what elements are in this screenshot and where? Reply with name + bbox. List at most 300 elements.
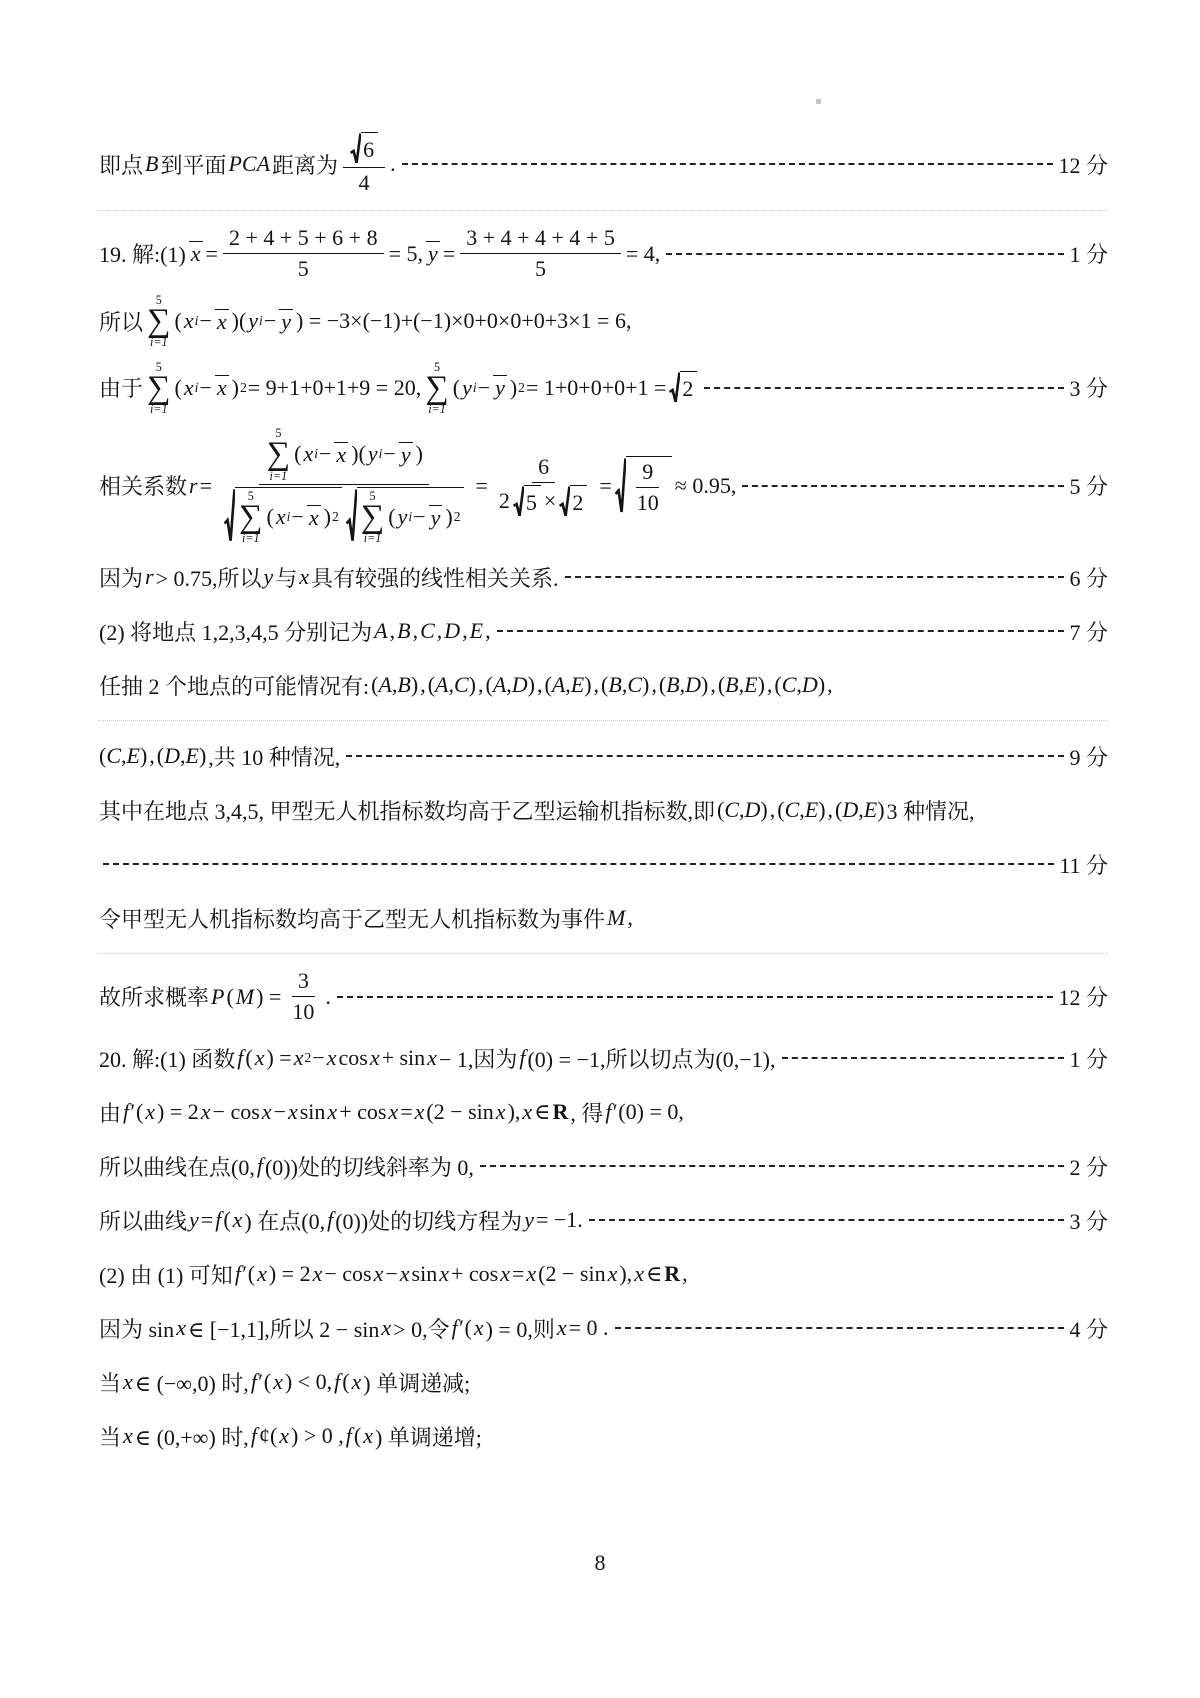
math-variable: x <box>176 1315 186 1341</box>
mean-overbar: y <box>430 504 441 530</box>
solution-line <box>98 897 1108 939</box>
mean-overbar: x <box>308 504 319 530</box>
text-run: = <box>199 472 212 498</box>
text-run: − <box>413 503 426 529</box>
math-variable: y <box>462 374 472 400</box>
solution-line <box>98 1091 1108 1133</box>
text-run: 故所求概率 <box>99 985 210 1011</box>
text-run: = <box>511 1261 525 1287</box>
text-run: ) = <box>266 1045 292 1071</box>
math-variable: f <box>250 1423 257 1449</box>
math-variable: x <box>312 1261 323 1287</box>
mean-overbar: x <box>336 441 347 467</box>
text-run: 所以曲线在点(0, <box>99 1154 255 1180</box>
summation-lower-limit: i=1 <box>428 402 446 416</box>
math-variable: y <box>524 1207 534 1233</box>
text-run: 具有较强的线性相关关系. <box>311 565 559 591</box>
math-variable: x <box>427 1045 437 1071</box>
math-variable: f′ <box>605 1099 617 1125</box>
text-run: + sin <box>381 1045 426 1071</box>
text-run: , <box>389 618 396 644</box>
text-run: − <box>199 374 212 400</box>
radical-sign <box>224 487 235 545</box>
summation-lower-limit: i=1 <box>149 335 168 350</box>
radical-sign <box>346 487 357 545</box>
text-run: ), <box>507 1099 521 1125</box>
dash-leader <box>589 1219 1065 1221</box>
text-run: + cos <box>450 1261 499 1287</box>
text-run: ( <box>174 374 182 400</box>
pair-tuple: (A,B) <box>371 672 419 698</box>
math-variable: x <box>327 1099 338 1125</box>
math-variable: M <box>607 905 626 931</box>
math-variable: x <box>261 1099 272 1125</box>
text-run: , <box>651 672 657 698</box>
text-run: ( <box>247 1261 256 1287</box>
text-run: = 0 . <box>568 1315 609 1341</box>
fraction <box>286 968 320 1025</box>
pair-tuple: (B,E) <box>717 672 765 698</box>
subscript: i <box>286 508 291 524</box>
text-run: 所以 <box>99 309 144 335</box>
radicand <box>680 371 697 404</box>
text-run: − 1,因为 <box>438 1046 518 1072</box>
text-run: = 4, <box>625 240 661 266</box>
math-variable: D <box>444 618 461 644</box>
text-run: = <box>400 1099 413 1125</box>
text-run: ) 单调递减; <box>363 1370 471 1396</box>
text-run: 5 <box>535 256 547 281</box>
text-run: , <box>710 672 716 698</box>
square-root <box>669 371 697 404</box>
square-root <box>224 487 342 545</box>
fraction <box>460 225 621 282</box>
math-variable: x <box>183 308 194 334</box>
pair-tuple: (C,D) <box>717 797 768 823</box>
denominator <box>217 485 471 545</box>
math-variable: f <box>334 1369 341 1395</box>
subscript: i <box>194 379 199 395</box>
summation <box>267 427 291 482</box>
summation <box>147 294 171 349</box>
math-variable: f <box>519 1045 526 1071</box>
text-run: + cos <box>339 1099 387 1125</box>
text-run: ) = 2 <box>157 1099 199 1125</box>
math-variable: f′ <box>250 1369 262 1395</box>
math-variable: x <box>351 1369 362 1395</box>
text-run: , <box>627 905 633 931</box>
solution-line <box>98 1145 1108 1187</box>
pair-tuple: (C,D) <box>774 672 826 698</box>
solution-line <box>98 132 1108 196</box>
math-variable: x <box>381 1315 392 1341</box>
math-variable: x <box>232 1207 243 1233</box>
text-run: = <box>200 1207 214 1233</box>
text-run: 5 <box>525 489 537 515</box>
text-run: ( <box>353 1423 362 1449</box>
text-run: ( <box>135 1099 144 1125</box>
radical-sign <box>350 132 361 165</box>
summation-lower-limit: i=1 <box>363 531 382 546</box>
math-variable: B <box>397 618 411 644</box>
text-run: 到平面 <box>160 152 227 178</box>
text-run: 因为 <box>99 565 144 591</box>
dash-leader <box>782 1057 1065 1059</box>
text-run: , <box>477 672 484 698</box>
score-label: 4 分 <box>1069 1316 1108 1342</box>
mean-overbar: x <box>216 308 227 334</box>
text-run: ( <box>226 983 234 1009</box>
text-run: − <box>319 441 332 467</box>
mean-overbar: x <box>216 375 227 401</box>
math-bold-set: R <box>664 1261 681 1287</box>
text-run: 10 <box>636 489 659 515</box>
math-variable: x <box>414 1099 425 1125</box>
text-run: ( <box>294 441 302 467</box>
denominator <box>493 483 594 518</box>
text-run: 3 <box>297 968 309 994</box>
text-run: ) = <box>256 983 282 1009</box>
solution-line <box>98 968 1108 1025</box>
math-bold-set: R <box>552 1099 569 1125</box>
solution-line <box>98 225 1108 282</box>
solution-line <box>98 610 1108 652</box>
solution-line <box>98 1415 1108 1457</box>
math-variable: x <box>500 1261 510 1287</box>
text-run: , <box>593 672 600 698</box>
math-variable: B <box>145 151 159 176</box>
score-label: 1 分 <box>1069 242 1108 267</box>
dash-leader <box>565 576 1065 578</box>
denominator <box>292 254 315 282</box>
text-run: ( <box>388 503 396 529</box>
text-run: (2) 由 (1) 可知 <box>99 1262 233 1288</box>
text-run: (0))处的切线方程为 <box>335 1208 523 1234</box>
math-variable: y <box>263 564 274 590</box>
math-variable: x <box>634 1261 644 1287</box>
text-run: ) <box>415 441 423 467</box>
pair-tuple: (A,C) <box>427 672 476 698</box>
score-label: 11 分 <box>1059 852 1108 878</box>
text-run: ) = −3×(−1)+(−1)×0+0×0+0+3×1 = 6, <box>296 308 632 334</box>
summation <box>147 361 171 416</box>
solution-line <box>98 427 1108 544</box>
sigma-symbol: ∑ <box>147 303 171 340</box>
radicand <box>357 487 464 545</box>
math-variable: P <box>211 983 225 1009</box>
text-run: 2 <box>498 488 510 514</box>
solution-body <box>98 126 1108 1463</box>
subscript: i <box>194 313 199 329</box>
text-run: 6 <box>538 453 550 479</box>
score-label: 12 分 <box>1058 985 1108 1011</box>
math-variable: x <box>145 1099 156 1125</box>
text-run: ( <box>464 1315 472 1341</box>
numerator <box>636 459 659 488</box>
math-variable: x <box>299 564 310 590</box>
text-run: 当 <box>99 1370 122 1396</box>
dash-leader <box>497 630 1065 632</box>
text-run: 3 种情况, <box>886 798 975 824</box>
superscript: 2 <box>518 379 525 395</box>
radical-sign <box>669 371 680 404</box>
math-variable: x <box>373 1261 384 1287</box>
summation-upper-limit: 5 <box>155 293 162 307</box>
text-run: (0))处的切线斜率为 0, <box>264 1154 474 1180</box>
text-run: ) <box>445 503 453 529</box>
text-run: 与 <box>275 565 298 591</box>
text-run: ( <box>245 1045 253 1071</box>
sigma-symbol: ∑ <box>266 436 291 473</box>
text-run: ( <box>266 503 274 529</box>
math-variable: x <box>200 1099 211 1125</box>
math-variable: x <box>123 1369 133 1395</box>
text-run: − cos <box>324 1261 372 1287</box>
math-variable: x <box>254 1045 265 1071</box>
text-run: (0) = 0, <box>618 1099 684 1125</box>
math-variable: x <box>326 1045 337 1071</box>
text-run: ) = 0,则 <box>485 1316 555 1342</box>
math-variable: x <box>607 1261 618 1287</box>
denominator <box>353 168 376 196</box>
subscript: i <box>408 508 413 524</box>
math-variable: y <box>189 1207 199 1233</box>
score-label: 1 分 <box>1069 1046 1108 1072</box>
sigma-symbol: ∑ <box>239 498 263 535</box>
numerator <box>532 454 555 483</box>
text-run: = 5, <box>388 240 424 266</box>
text-run: 由 <box>99 1100 122 1126</box>
mean-overbar: y <box>428 241 438 267</box>
superscript: 2 <box>453 508 461 524</box>
text-run: (2 − sin <box>426 1099 494 1125</box>
radical-sign <box>559 485 570 518</box>
pair-tuple: (A,D) <box>485 672 535 698</box>
radicand <box>524 485 541 518</box>
math-variable: x <box>526 1261 537 1287</box>
radicand <box>235 487 342 545</box>
text-run: ), <box>619 1261 633 1287</box>
text-run: , <box>682 1261 688 1287</box>
text-run: ( <box>452 374 461 400</box>
text-run: , <box>149 743 155 769</box>
denominator <box>286 997 320 1025</box>
math-variable: r <box>189 472 198 498</box>
math-variable: x <box>522 1099 533 1125</box>
text-run: , <box>827 797 834 823</box>
square-root <box>513 485 541 518</box>
score-label: 7 分 <box>1069 619 1108 645</box>
text-run: 距离为 <box>272 152 339 178</box>
text-run: cos <box>338 1045 368 1071</box>
text-run: 由于 <box>99 376 144 402</box>
math-variable: E <box>469 618 484 644</box>
math-variable: x <box>293 1045 304 1071</box>
text-run: , 得 <box>570 1100 604 1126</box>
text-run: ) > 0 , <box>291 1423 344 1449</box>
subscript: i <box>472 379 477 395</box>
text-run: , <box>769 797 776 823</box>
math-variable: x <box>183 374 194 400</box>
text-run: ) <box>509 374 518 400</box>
square-root <box>559 485 587 518</box>
dash-leader <box>103 863 1054 865</box>
text-run: (2) 将地点 1,2,3,4,5 分别记为 <box>99 619 373 645</box>
math-variable: x <box>363 1423 373 1449</box>
solution-line <box>98 1037 1108 1079</box>
text-run: = −1. <box>535 1207 583 1233</box>
text-run: )( <box>351 441 366 467</box>
fraction <box>343 132 385 196</box>
solution-line <box>98 843 1108 885</box>
summation-upper-limit: 5 <box>369 488 376 503</box>
square-root <box>350 132 378 165</box>
text-run: 4 <box>358 170 370 195</box>
summation-lower-limit: i=1 <box>269 468 288 483</box>
text-run: = 1+0+0+0+1 = <box>525 374 667 400</box>
text-run: ,共 10 种情况, <box>208 744 341 770</box>
text-run: − <box>385 1261 398 1287</box>
summation-lower-limit: i=1 <box>241 531 260 546</box>
text-run: 2 <box>572 489 584 515</box>
solution-line <box>98 1199 1108 1241</box>
denominator <box>529 254 552 282</box>
numerator <box>259 427 429 485</box>
summation <box>239 490 263 545</box>
text-run: 任抽 2 个地点的可能情况有: <box>99 673 370 699</box>
summation-upper-limit: 5 <box>247 488 254 503</box>
text-run: sin <box>299 1099 326 1125</box>
score-label: 9 分 <box>1069 744 1108 770</box>
score-label: 6 分 <box>1069 565 1108 591</box>
text-run: (0) = −1,所以切点为(0,−1), <box>527 1046 776 1072</box>
math-variable: f <box>237 1045 244 1071</box>
dotted-separator <box>98 210 1108 211</box>
text-run: ( <box>223 1207 231 1233</box>
text-run: 其中在地点 3,4,5, 甲型无人机指标数均高于乙型运输机指标数,即 <box>99 798 716 824</box>
text-run: ≈ 0.95, <box>674 472 737 498</box>
dash-leader <box>337 996 1054 998</box>
math-variable: x <box>556 1315 567 1341</box>
scan-speck-artifact <box>816 99 821 104</box>
text-run: ∈ (−∞,0) 时, <box>134 1370 249 1396</box>
text-run: = <box>599 472 612 498</box>
subscript: i <box>259 313 263 329</box>
mean-overbar: x <box>190 241 201 267</box>
pair-tuple: (D,E) <box>156 743 207 769</box>
square-root <box>346 487 464 545</box>
text-run: ¢( <box>258 1423 278 1449</box>
text-run: − cos <box>212 1099 260 1125</box>
text-run: − <box>291 503 304 529</box>
superscript: 2 <box>239 379 247 395</box>
solution-line <box>98 294 1108 349</box>
text-run: = <box>475 472 488 498</box>
text-run: 10 <box>292 999 315 1025</box>
text-run: > 0.75,所以 <box>155 565 262 591</box>
text-run: 6 <box>363 137 375 162</box>
math-variable: x <box>303 441 314 467</box>
summation <box>361 490 385 545</box>
math-variable: f <box>256 1153 263 1179</box>
text-run: 2 <box>682 376 694 402</box>
summation-lower-limit: i=1 <box>149 402 168 416</box>
solution-line <box>98 361 1108 416</box>
text-run: ) = 2 <box>268 1261 311 1287</box>
math-variable: x <box>399 1261 410 1287</box>
text-run: ( <box>263 1369 272 1395</box>
score-label: 5 分 <box>1069 474 1108 500</box>
text-run: × <box>543 488 557 514</box>
text-run: sin <box>411 1261 438 1287</box>
numerator <box>460 225 621 254</box>
text-run: 20. 解:(1) 函数 <box>99 1046 236 1072</box>
math-variable: y <box>367 441 378 467</box>
math-variable: x <box>123 1423 133 1449</box>
text-run: 令甲型无人机指标数均高于乙型无人机指标数为事件 <box>99 906 606 932</box>
math-variable: r <box>145 564 154 590</box>
square-root <box>615 456 672 516</box>
radicand <box>626 456 672 516</box>
pair-tuple: (D,E) <box>835 797 885 823</box>
text-run: 5 <box>297 256 309 281</box>
score-label: 2 分 <box>1069 1154 1108 1180</box>
text-run: 即点 <box>99 152 144 178</box>
math-variable: C <box>420 618 435 644</box>
dash-leader <box>480 1165 1065 1167</box>
text-run: , <box>412 618 419 644</box>
math-variable: y <box>248 308 259 334</box>
mean-overbar: y <box>281 308 292 334</box>
text-run: − <box>312 1045 325 1071</box>
radical-sign <box>615 456 626 516</box>
mean-overbar: y <box>495 375 505 401</box>
sigma-symbol: ∑ <box>147 369 171 406</box>
math-variable: x <box>275 503 286 529</box>
math-variable: x <box>273 1369 283 1395</box>
text-run: 2 + 4 + 5 + 6 + 8 <box>228 225 378 250</box>
page-number: 8 <box>594 1550 606 1575</box>
numerator <box>292 968 315 997</box>
dash-leader <box>666 253 1064 255</box>
text-run: . <box>325 983 331 1009</box>
text-run: . <box>390 151 396 176</box>
math-variable: x <box>473 1315 484 1341</box>
text-run: ) 在点(0, <box>244 1208 326 1234</box>
summation-upper-limit: 5 <box>433 359 440 374</box>
math-variable: x <box>369 1045 380 1071</box>
text-run: , <box>462 618 468 644</box>
text-run: − <box>383 441 396 467</box>
text-run: 3 + 4 + 4 + 4 + 5 <box>466 225 615 250</box>
math-variable: f <box>327 1207 334 1233</box>
text-run: − <box>263 308 277 334</box>
superscript: 2 <box>304 1050 312 1066</box>
sigma-symbol: ∑ <box>360 498 385 535</box>
solution-line <box>98 789 1108 831</box>
text-run: ) <box>323 503 331 529</box>
text-run: ∈ <box>645 1261 663 1287</box>
text-run: 因为 sin <box>99 1316 175 1342</box>
fraction <box>631 459 665 516</box>
dotted-separator <box>98 953 1108 954</box>
text-run: 相关系数 <box>99 474 188 500</box>
math-variable: A <box>374 618 388 644</box>
numerator <box>223 225 384 254</box>
math-variable: x <box>257 1261 267 1287</box>
text-run: , <box>485 618 491 644</box>
text-run: ∈ (0,+∞) 时, <box>134 1424 249 1450</box>
